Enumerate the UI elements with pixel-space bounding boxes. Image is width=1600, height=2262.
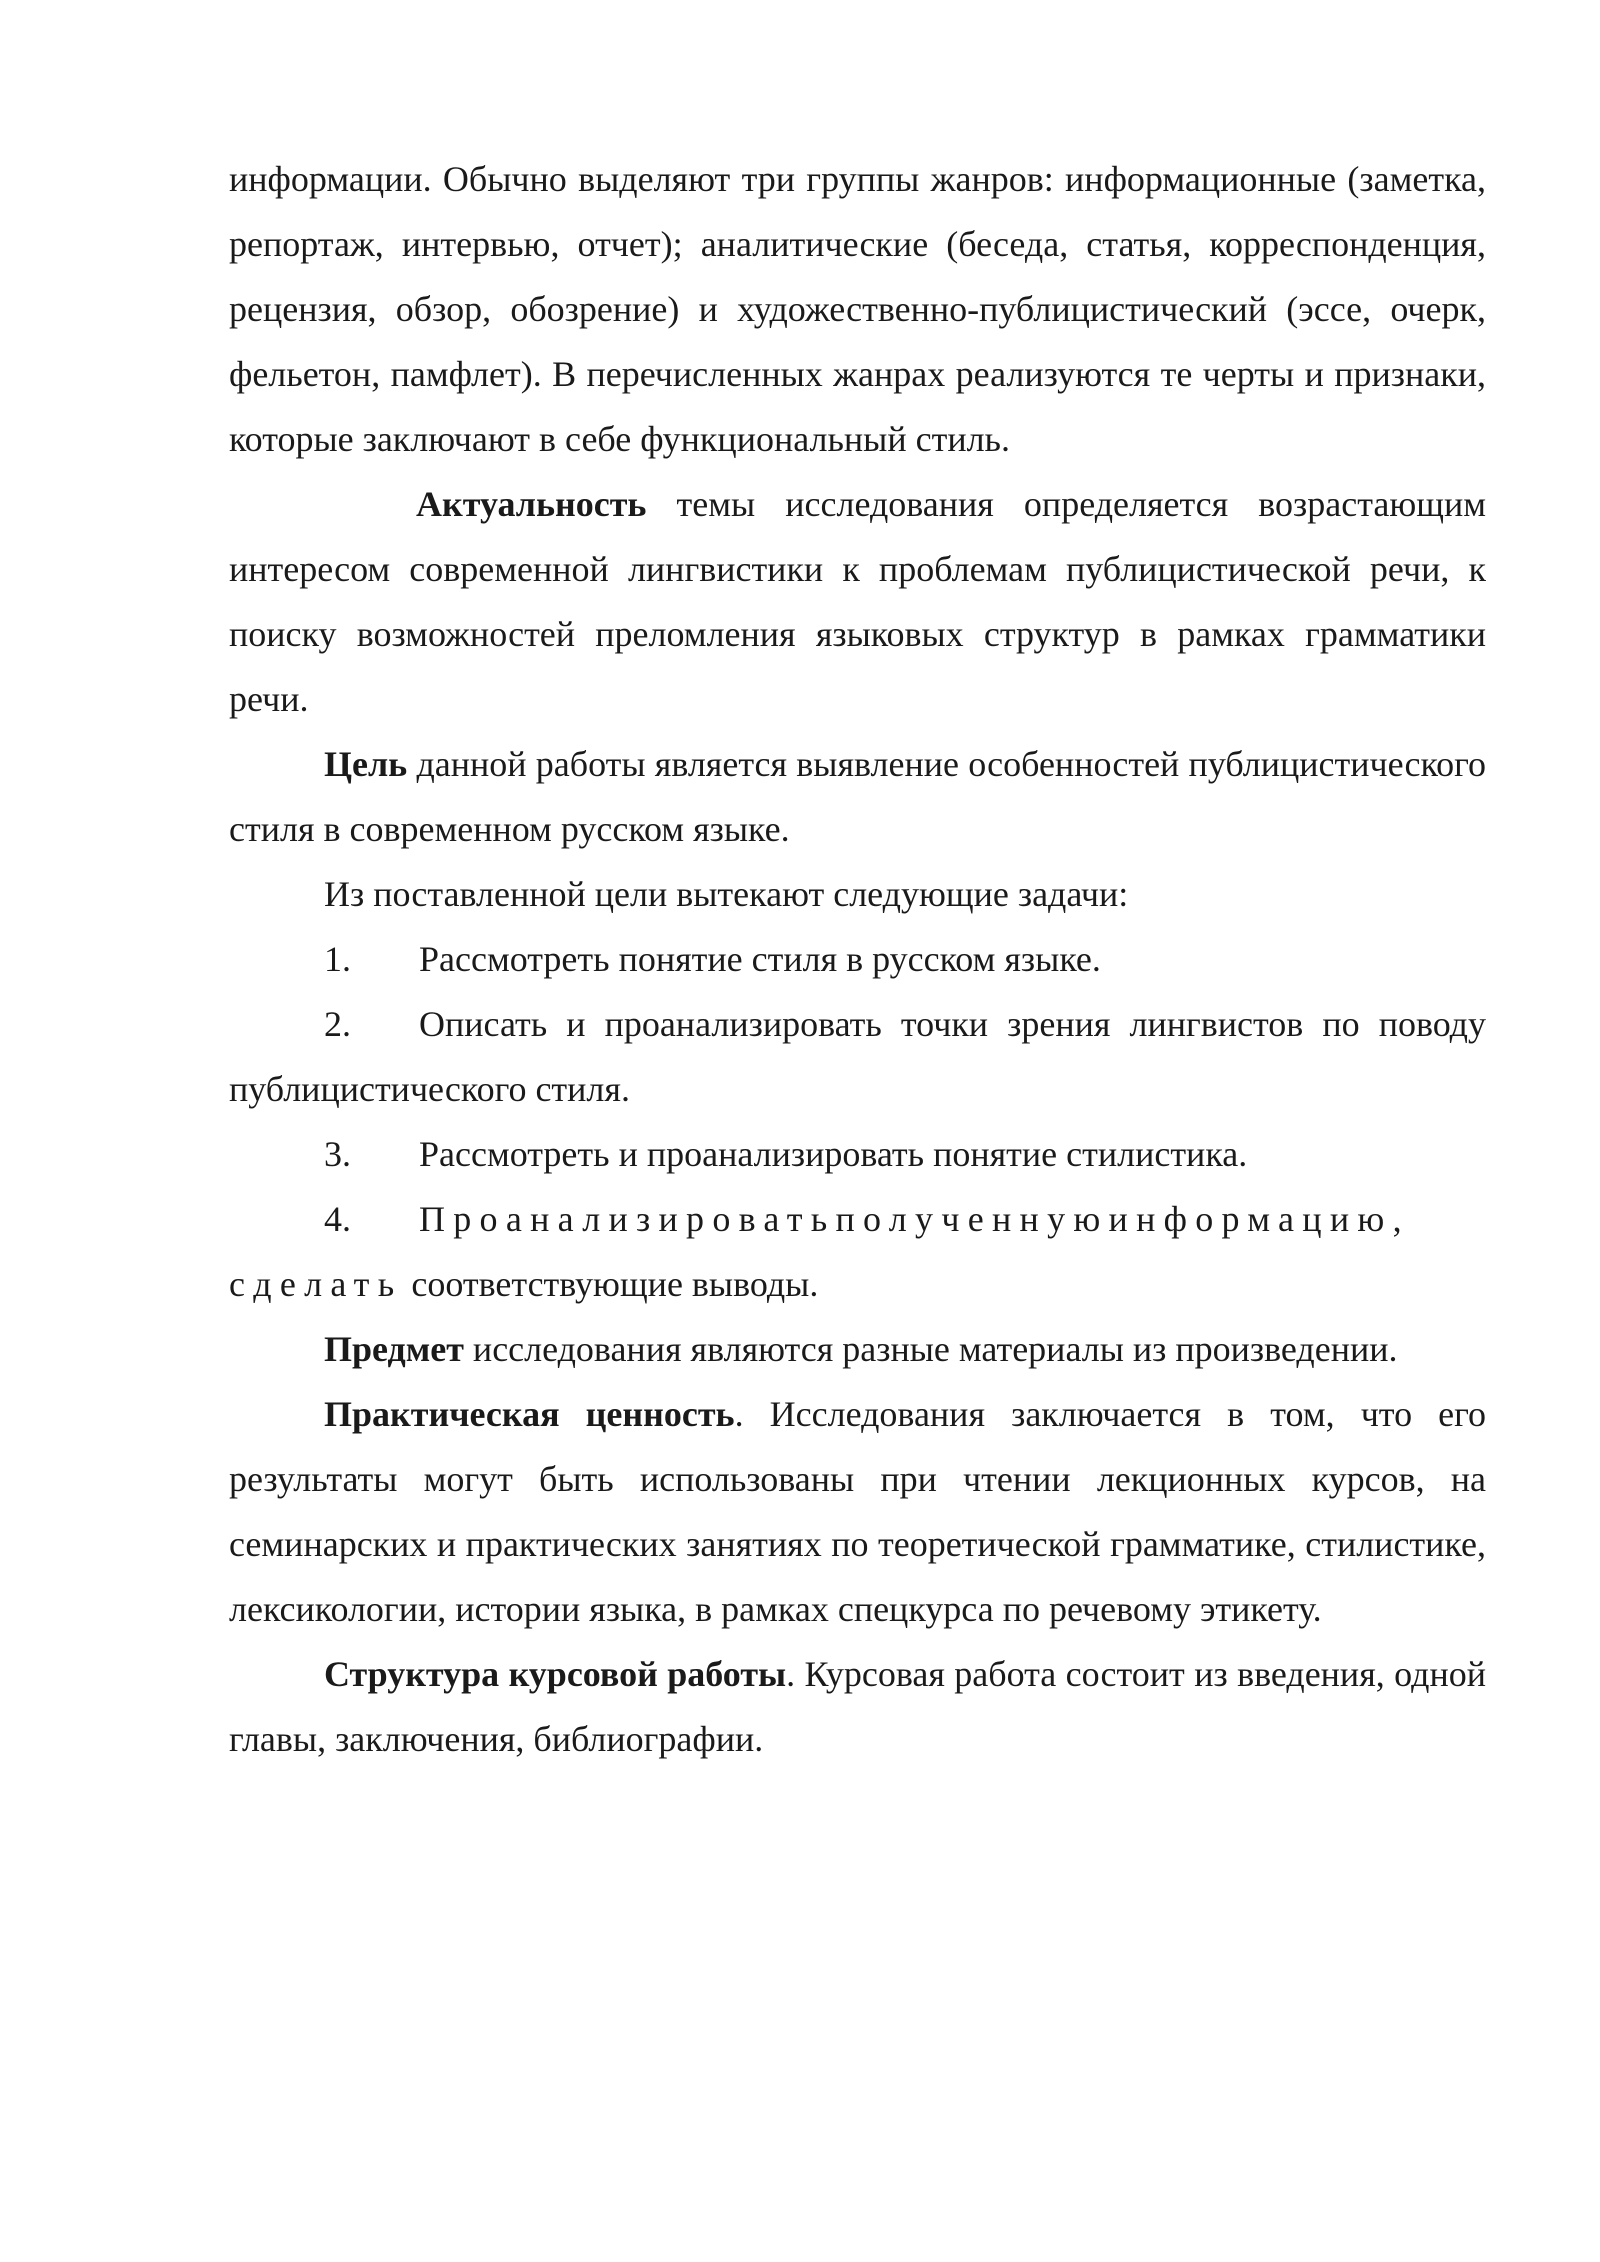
practical-paragraph bbox=[229, 1382, 1486, 1642]
document-body bbox=[229, 147, 1486, 1772]
goal-paragraph bbox=[229, 732, 1486, 862]
task-item-4 bbox=[229, 1187, 1486, 1252]
practical-text: . Исследования заключается в том, что его результаты могут быть использованы при чтении лекционных курсов, на семинарских и практических занятиях по теоретической грамматике, стилистике, лексикологии, истории языка, в рамках спецкурса по речевому этикету. bbox=[229, 1394, 1487, 1629]
relevance-text: темы исследования определяется возрастающим интересом современной лингвистики к проблемам публицистической речи, к поиску возможностей преломления языковых структур в рамках грамматики речи. bbox=[229, 484, 1486, 719]
task-number: 1. bbox=[324, 939, 351, 979]
tasks-intro-paragraph: Из поставленной цели вытекают следующие задачи: bbox=[324, 874, 1129, 914]
task-item-1 bbox=[229, 927, 1486, 992]
task-item-4-continuation bbox=[229, 1252, 1486, 1317]
practical-label: Практическая ценность bbox=[324, 1394, 735, 1434]
task-text: Рассмотреть и проанализировать понятие стилистика. bbox=[419, 1134, 1248, 1174]
structure-paragraph bbox=[229, 1642, 1486, 1772]
task-text-spaced: Проанализироватьполученнуюинформацию, bbox=[419, 1199, 1410, 1239]
intro-paragraph: информации. Обычно выделяют три группы жанров: информационные (заметка, репортаж, интервью, отчет); аналитические (беседа, статья, корреспонденция, рецензия, обзор, обозрение) и художественно-публицистический (эссе, очерк, фельетон, памфлет). В перечисленных жанрах реализуются те черты и признаки, которые заключают в себе функциональный стиль. bbox=[229, 159, 1486, 459]
task-number: 3. bbox=[324, 1134, 351, 1174]
task-number: 2. bbox=[324, 1004, 351, 1044]
task-item-2 bbox=[229, 992, 1486, 1122]
task-number: 4. bbox=[324, 1199, 351, 1239]
structure-label: Структура курсовой работы bbox=[324, 1654, 787, 1694]
subject-label: Предмет bbox=[324, 1329, 464, 1369]
task-item-3 bbox=[229, 1122, 1486, 1187]
structure-text: . Курсовая работа состоит из введения, одной главы, заключения, библиографии. bbox=[229, 1654, 1486, 1759]
relevance-paragraph bbox=[229, 472, 1486, 732]
goal-label: Цель bbox=[324, 744, 408, 784]
task-text-spaced-2: сделать bbox=[229, 1264, 403, 1304]
goal-text: данной работы является выявление особенностей публицистического стиля в современном русском языке. bbox=[229, 744, 1486, 849]
relevance-label: Актуальность bbox=[416, 484, 647, 524]
subject-paragraph bbox=[229, 1317, 1486, 1382]
task-text-rest: соответствующие выводы. bbox=[402, 1264, 819, 1304]
task-text: Описать и проанализировать точки зрения лингвистов по поводу публицистического стиля. bbox=[229, 1004, 1486, 1109]
task-text: Рассмотреть понятие стиля в русском языке. bbox=[419, 939, 1101, 979]
subject-text: исследования являются разные материалы из произведении. bbox=[463, 1329, 1398, 1369]
